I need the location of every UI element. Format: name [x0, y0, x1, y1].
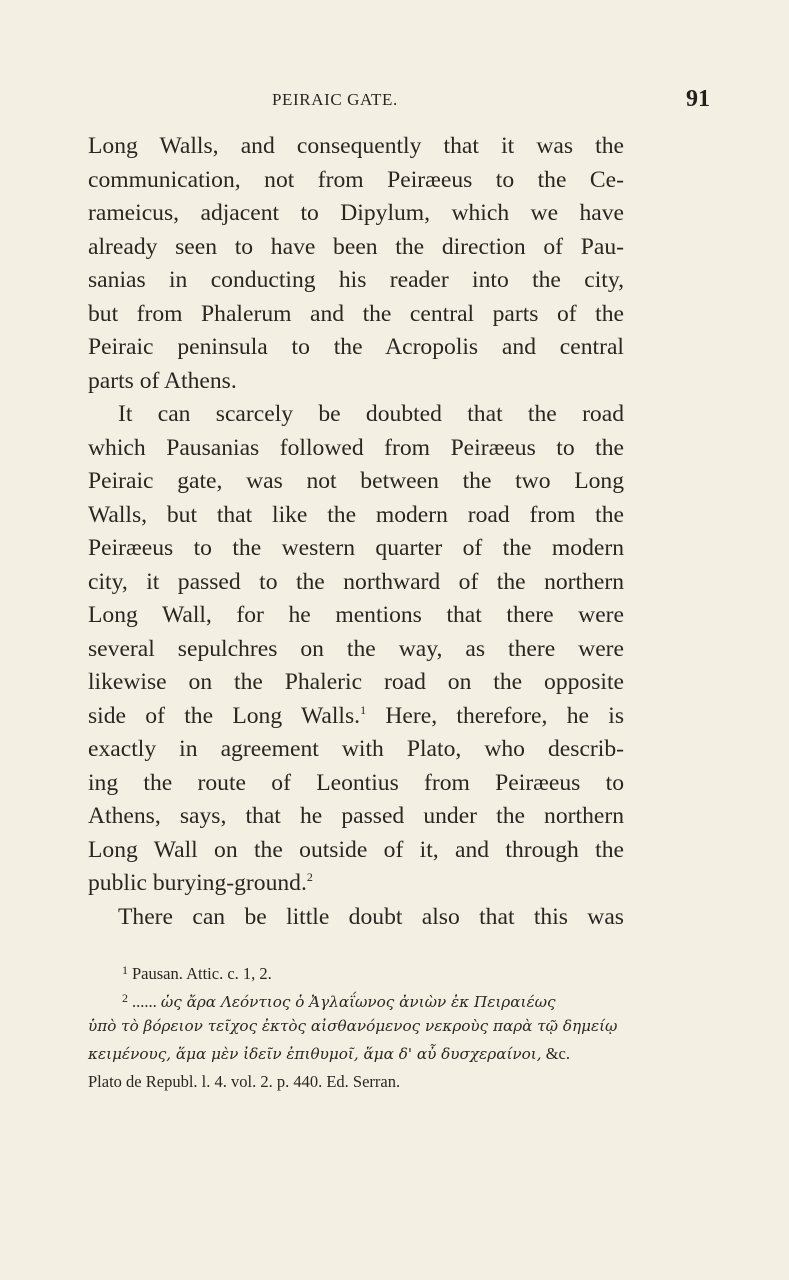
text-segment: Here, therefore, he is	[385, 702, 624, 729]
greek-quotation: ὡς ἄρα Λεόντιος ὁ Ἀγλαΐωνος ἀνιὼν ἐκ Πειραιέως	[160, 993, 556, 1011]
footnote-text: Pausan. Attic. c. 1, 2.	[132, 964, 272, 983]
text-segment: side of the Long Walls.	[88, 702, 361, 729]
body-text	[88, 130, 624, 934]
text-line: rameicus, adjacent to Dipylum, which we have	[88, 200, 624, 226]
page-number: 91	[686, 86, 710, 112]
text-line: There can be little doubt also that this was	[118, 903, 624, 930]
text-line: exactly in agreement with Plato, who describ-	[88, 736, 624, 762]
text-line: ing the route of Leontius from Peiræeus to	[88, 769, 624, 796]
running-head	[88, 88, 710, 114]
text-segment: public burying-ground.	[88, 870, 307, 896]
text-line: It can scarcely be doubted that the road	[118, 401, 624, 427]
footnote-ref-1: 1	[360, 702, 367, 717]
greek-quotation: κειμένους, ἅμα μὲν ἰδεῖν ἐπιθυμοῖ, ἅμα δ' αὖ δυσχεραίνοι,	[88, 1045, 542, 1063]
text-line: which Pausanias followed from Peiræeus to the	[88, 434, 624, 461]
footnote-marker: 2	[122, 991, 128, 1005]
footnote-2-reference: Plato de Republ. l. 4. vol. 2. p. 440. Ed. Serran.	[88, 1072, 401, 1091]
text-line: city, it passed to the northward of the northern	[88, 568, 624, 595]
text-line: sanias in conducting his reader into the city,	[88, 267, 624, 293]
text-line: Peiræeus to the western quarter of the modern	[88, 535, 624, 561]
text-line: Long Walls, and consequently that it was the	[88, 133, 624, 159]
footnote-2-line-2	[88, 1012, 624, 1040]
text-line: parts of Athens.	[88, 367, 237, 394]
footnote-etc: &c.	[545, 1044, 570, 1063]
footnote-ref-2: 2	[306, 870, 313, 884]
footnote-1	[100, 956, 624, 984]
text-line: already seen to have been the direction of Pau-	[88, 233, 624, 260]
footnote-marker: 1	[122, 963, 128, 977]
footnotes	[88, 956, 624, 1096]
text-line: likewise on the Phaleric road on the opposite	[88, 669, 624, 695]
text-line: Athens, says, that he passed under the northern	[88, 803, 624, 829]
running-title: PEIRAIC GATE.	[272, 90, 398, 109]
footnote-2-line-3	[88, 1040, 624, 1068]
footnote-ellipsis: ......	[132, 992, 157, 1011]
text-line-with-footnote-ref	[88, 700, 624, 734]
text-line: but from Phalerum and the central parts of the	[88, 300, 624, 327]
text-line: communication, not from Peiræeus to the Ce-	[88, 166, 624, 193]
text-line: several sepulchres on the way, as there were	[88, 635, 624, 662]
text-line: Peiraic peninsula to the Acropolis and central	[88, 334, 624, 360]
text-line-with-footnote-ref	[88, 867, 624, 901]
greek-quotation: ὑπὸ τὸ βόρειον τεῖχος ἐκτὸς αἰσθανόμενος νεκροὺς παρὰ τῷ δημείῳ	[88, 1017, 618, 1035]
text-line: Walls, but that like the modern road from the	[88, 501, 624, 528]
footnote-2-line-1	[100, 984, 624, 1012]
text-line: Peiraic gate, was not between the two Long	[88, 468, 624, 494]
text-line: Long Wall on the outside of it, and through the	[88, 836, 624, 863]
text-line: Long Wall, for he mentions that there were	[88, 602, 624, 628]
